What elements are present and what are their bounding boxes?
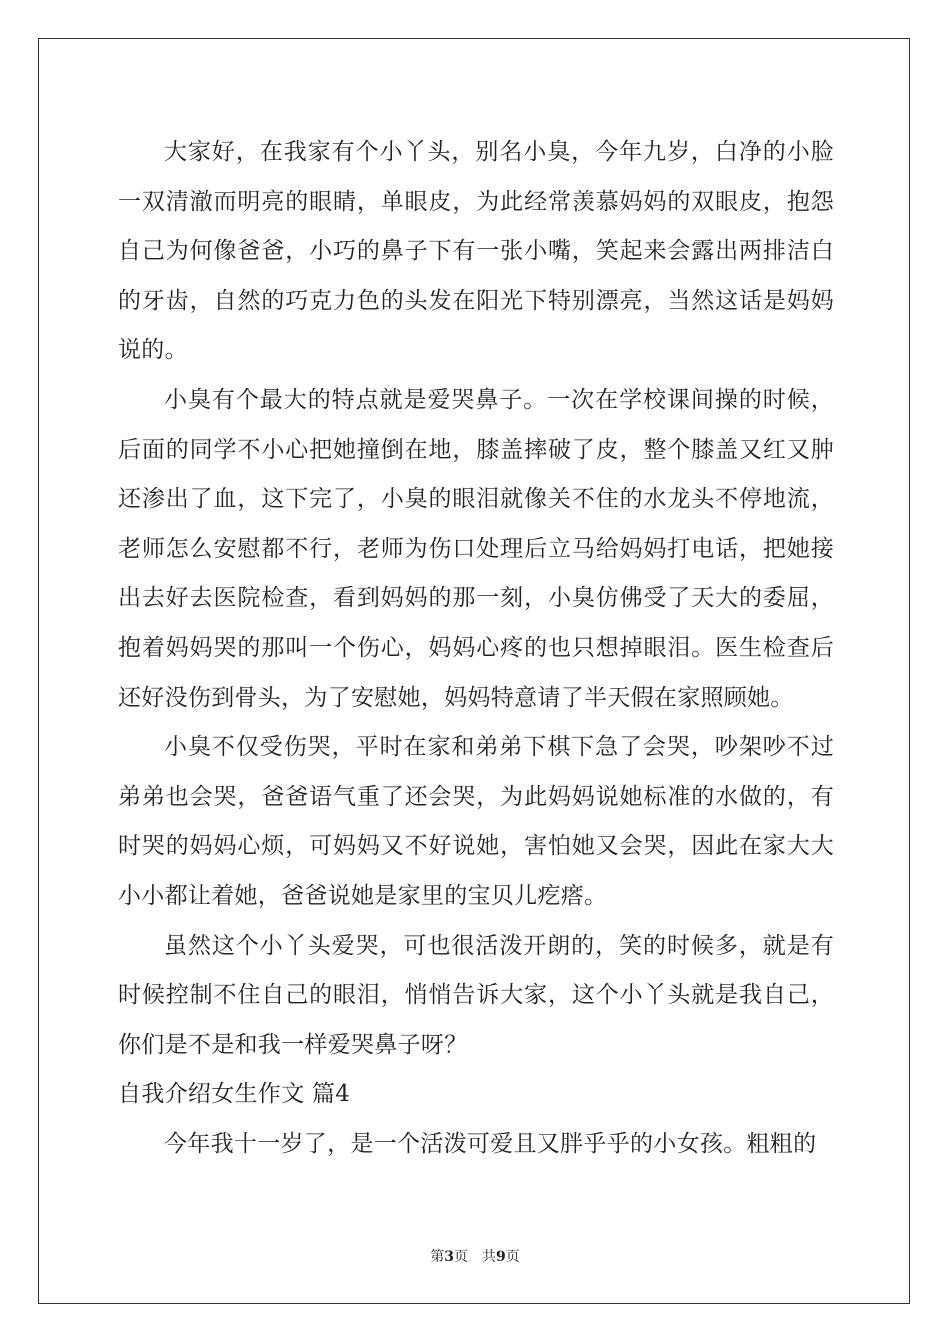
footer-page-mid: 页 共: [454, 1249, 496, 1265]
footer-page-prefix: 第: [430, 1249, 445, 1265]
page-footer: [0, 1246, 950, 1266]
paragraph-4: 虽然这个小丫头爱哭，可也很活泼开朗的，笑的时候多，就是有时候控制不住自己的眼泪，悄悄告诉大家，这个小丫头就是我自己，你们是不是和我一样爱哭鼻子呀？: [118, 932, 834, 1058]
paragraph-3: 小臭不仅受伤哭，平时在家和弟弟下棋下急了会哭，吵架吵不过弟弟也会哭，爸爸语气重了还会哭，为此妈妈说她标准的水做的，有时哭的妈妈心烦，可妈妈又不好说她，害怕她又会哭，因此在家大大小小都让着她，爸爸说她是家里的宝贝儿疙瘩。: [118, 734, 834, 909]
footer-page-current: 3: [444, 1249, 454, 1265]
document-body: [118, 128, 834, 1169]
footer-page-total: 9: [496, 1249, 506, 1265]
paragraph-2: 小臭有个最大的特点就是爱哭鼻子。一次在学校课间操的时候，后面的同学不小心把她撞倒在地，膝盖摔破了皮，整个膝盖又红又肿还渗出了血，这下完了，小臭的眼泪就像关不住的水龙头不停地流，老师怎么安慰都不行，老师为伤口处理后立马给妈妈打电话，把她接出去好去医院检查，看到妈妈的那一刻，小臭仿佛受了天大的委屈，抱着妈妈哭的那叫一个伤心，妈妈心疼的也只想掉眼泪。医生检查后还好没伤到骨头，为了安慰她，妈妈特意请了半天假在家照顾她。: [118, 386, 834, 711]
section-heading: 自我介绍女生作文 篇4: [118, 1081, 351, 1108]
footer-page-suffix: 页: [505, 1249, 520, 1265]
paragraph-5: 今年我十一岁了，是一个活泼可爱且又胖乎乎的小女孩。粗粗的: [164, 1130, 817, 1157]
paragraph-1: 大家好，在我家有个小丫头，别名小臭，今年九岁，白净的小脸一双清澈而明亮的眼睛，单眼皮，为此经常羡慕妈妈的双眼皮，抱怨自己为何像爸爸，小巧的鼻子下有一张小嘴，笑起来会露出两排洁白的牙齿，自然的巧克力色的头发在阳光下特别漂亮，当然这话是妈妈说的。: [118, 139, 834, 364]
